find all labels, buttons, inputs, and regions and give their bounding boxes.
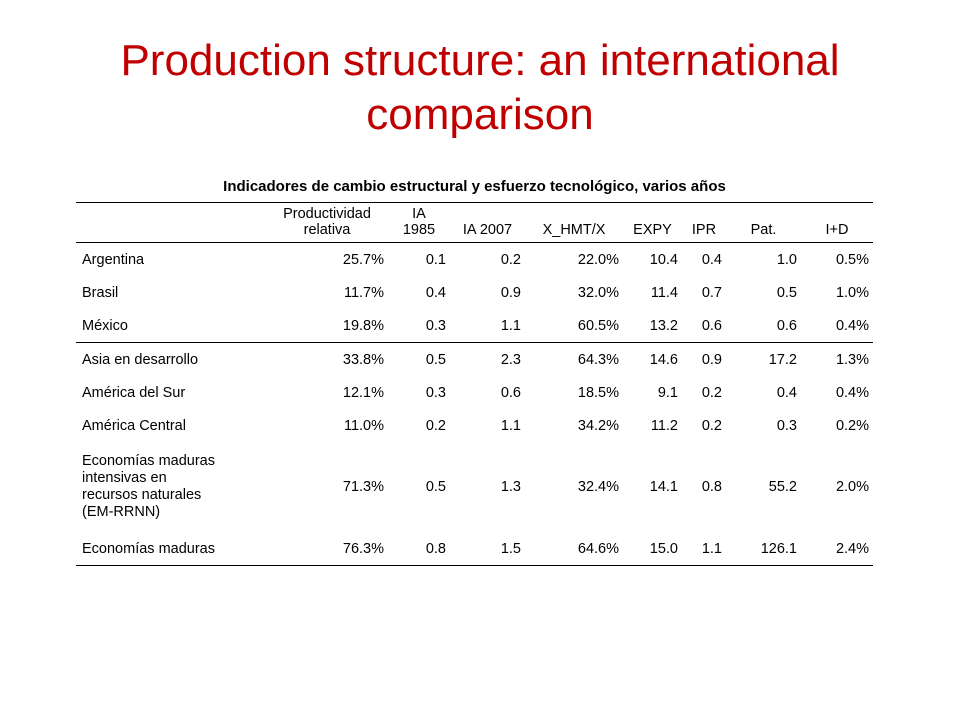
row-name-line4: (EM-RRNN)	[82, 504, 161, 520]
cell-pat: 126.1	[726, 532, 801, 566]
cell-ia1985: 0.3	[425, 384, 446, 401]
cell-pat: 0.6	[776, 317, 797, 334]
cell-xhmt: 32.0%	[577, 284, 619, 301]
row-name: América del Sur	[82, 384, 186, 401]
header-id: I+D	[801, 203, 873, 243]
cell-ipr: 0.4	[701, 251, 722, 268]
row-name: México	[82, 317, 128, 334]
cell-ipr: 0.7	[701, 284, 722, 301]
row-name-line2: intensivas en	[82, 470, 167, 486]
header-ia2007: IA 2007	[450, 203, 525, 243]
indicators-table-container	[76, 172, 873, 566]
cell-prod: 11.7%	[343, 284, 384, 301]
indicators-table	[76, 203, 873, 566]
cell-pat: 0.3	[776, 417, 797, 434]
table-row	[76, 532, 873, 566]
cell-expy: 9.1	[657, 384, 678, 401]
cell-xhmt: 34.2%	[577, 417, 619, 434]
cell-ipr: 0.9	[682, 343, 726, 377]
header-ipr: IPR	[682, 203, 726, 243]
header-productividad-line2: relativa	[303, 222, 351, 238]
cell-id: 0.4%	[835, 384, 869, 401]
cell-expy: 14.6	[623, 343, 682, 377]
cell-ia1985: 0.8	[388, 532, 450, 566]
row-name: América Central	[82, 417, 186, 434]
slide-title: Production structure: an international comparison	[120, 36, 840, 139]
header-productividad-line1: Productividad	[283, 206, 371, 222]
row-name: Argentina	[82, 251, 145, 268]
cell-expy: 13.2	[649, 317, 678, 334]
cell-ia2007: 0.9	[500, 284, 521, 301]
table-row	[76, 409, 873, 442]
header-productividad	[266, 203, 388, 243]
cell-id: 0.4%	[835, 317, 869, 334]
row-name: Brasil	[82, 284, 119, 301]
row-name: Economías maduras	[76, 532, 266, 566]
cell-ia2007: 1.3	[500, 479, 521, 495]
cell-prod: 12.1%	[342, 384, 384, 401]
cell-id: 2.4%	[801, 532, 873, 566]
header-country	[76, 203, 266, 243]
cell-xhmt: 22.0%	[577, 251, 619, 268]
cell-id: 2.0%	[835, 479, 869, 495]
cell-xhmt: 60.5%	[577, 317, 619, 334]
cell-ia2007: 1.1	[500, 317, 521, 334]
cell-ipr: 0.2	[701, 417, 722, 434]
cell-prod: 71.3%	[342, 479, 384, 495]
cell-ia1985: 0.1	[425, 251, 446, 268]
cell-id: 0.5%	[835, 251, 869, 268]
cell-ia1985: 0.5	[388, 343, 450, 377]
table-row	[76, 309, 873, 343]
cell-expy: 14.1	[649, 479, 678, 495]
table-row	[76, 243, 873, 277]
cell-ia2007: 0.6	[500, 384, 521, 401]
cell-prod: 19.8%	[342, 317, 384, 334]
cell-ipr: 1.1	[682, 532, 726, 566]
cell-xhmt: 18.5%	[577, 384, 619, 401]
cell-pat: 0.4	[776, 384, 797, 401]
cell-ipr: 0.8	[701, 479, 722, 495]
table-row	[76, 442, 873, 532]
cell-ia2007: 2.3	[450, 343, 525, 377]
cell-ia1985: 0.2	[425, 417, 446, 434]
cell-prod: 25.7%	[342, 251, 384, 268]
cell-id: 1.3%	[801, 343, 873, 377]
cell-expy: 10.4	[649, 251, 678, 268]
cell-id: 1.0%	[835, 284, 869, 301]
cell-ipr: 0.6	[701, 317, 722, 334]
cell-ia2007: 1.1	[500, 417, 521, 434]
cell-ia1985: 0.5	[425, 479, 446, 495]
cell-ia1985: 0.4	[425, 284, 446, 301]
header-ia1985-line1: IA	[412, 206, 426, 222]
cell-pat: 1.0	[776, 251, 797, 268]
header-xhmt: X_HMT/X	[525, 203, 623, 243]
row-name: Asia en desarrollo	[76, 343, 266, 377]
cell-expy: 15.0	[623, 532, 682, 566]
header-pat: Pat.	[726, 203, 801, 243]
cell-ia2007: 0.2	[500, 251, 521, 268]
header-expy: EXPY	[623, 203, 682, 243]
table-header-row	[76, 203, 873, 243]
cell-pat: 17.2	[726, 343, 801, 377]
row-name	[76, 442, 266, 532]
header-ia1985	[388, 203, 450, 243]
cell-xhmt: 64.3%	[525, 343, 623, 377]
cell-expy: 11.2	[650, 417, 678, 434]
table-row	[76, 376, 873, 409]
table-row	[76, 276, 873, 309]
cell-prod: 11.0%	[343, 417, 384, 434]
row-name-line1: Economías maduras	[82, 453, 215, 469]
cell-ipr: 0.2	[701, 384, 722, 401]
cell-expy: 11.4	[650, 284, 678, 301]
cell-prod: 33.8%	[266, 343, 388, 377]
cell-ia1985: 0.3	[425, 317, 446, 334]
cell-id: 0.2%	[835, 417, 869, 434]
row-name-line3: recursos naturales	[82, 487, 202, 503]
cell-prod: 76.3%	[266, 532, 388, 566]
cell-pat: 0.5	[776, 284, 797, 301]
cell-pat: 55.2	[768, 479, 797, 495]
cell-xhmt: 64.6%	[525, 532, 623, 566]
table-caption: Indicadores de cambio estructural y esfuerzo tecnológico, varios años	[76, 172, 873, 203]
header-ia1985-line2: 1985	[402, 222, 436, 238]
cell-ia2007: 1.5	[450, 532, 525, 566]
table-row	[76, 343, 873, 377]
cell-xhmt: 32.4%	[577, 479, 619, 495]
